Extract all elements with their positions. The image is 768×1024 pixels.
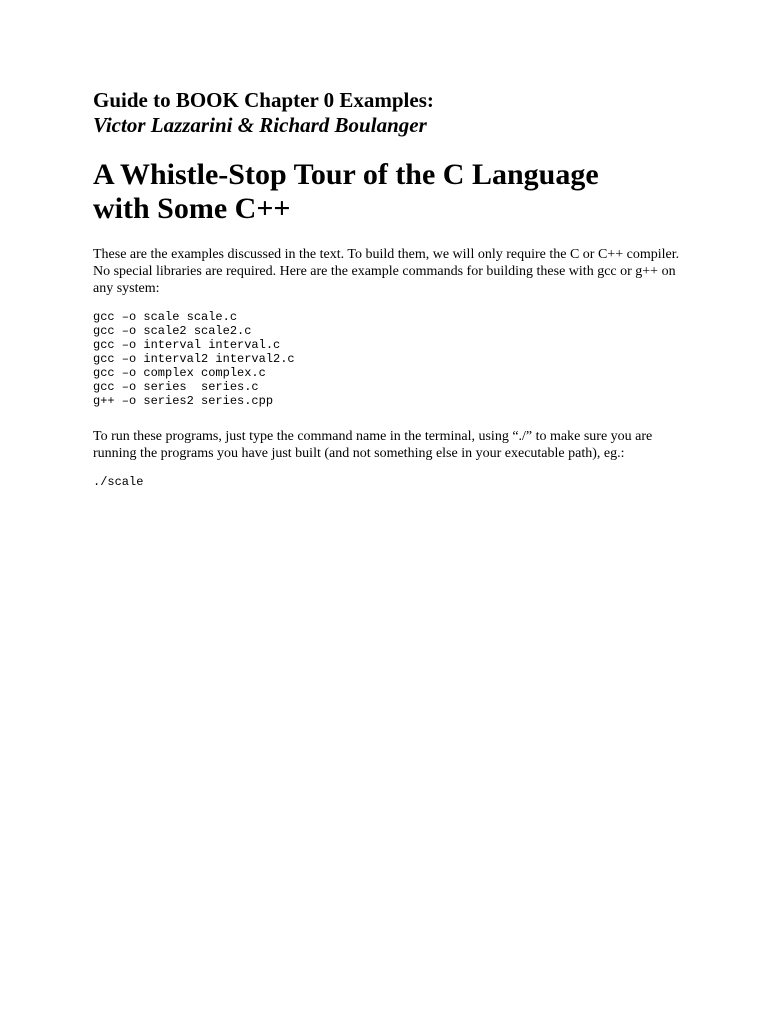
build-command: gcc –o series series.c — [93, 380, 259, 394]
build-command: gcc –o scale scale.c — [93, 310, 238, 324]
run-example-command: ./scale — [93, 475, 144, 489]
page-title-line-1: A Whistle-Stop Tour of the C Language — [93, 158, 599, 191]
build-command: g++ –o series2 series.cpp — [93, 394, 274, 408]
build-commands-block — [93, 310, 693, 408]
build-command: gcc –o complex complex.c — [93, 366, 266, 380]
build-command: gcc –o interval interval.c — [93, 338, 281, 352]
run-instructions-paragraph: To run these programs, just type the command name in the terminal, using “./” to make sure you are running the programs you have just built (and not something else in your executable path), eg.: — [93, 429, 653, 461]
document-content — [93, 88, 693, 489]
guide-title: Guide to BOOK Chapter 0 Examples: — [93, 88, 434, 112]
page-title-line-2: with Some C++ — [93, 192, 291, 225]
authors-line: Victor Lazzarini & Richard Boulanger — [93, 113, 427, 137]
page-title — [93, 158, 693, 226]
build-command: gcc –o scale2 scale2.c — [93, 324, 252, 338]
build-command: gcc –o interval2 interval2.c — [93, 352, 295, 366]
run-example-block — [93, 475, 693, 489]
intro-paragraph: These are the examples discussed in the text. To build them, we will only require the C or C++ compiler. No special libraries are required. Here are the example commands for building these with gcc or g++ on any system: — [93, 247, 680, 296]
